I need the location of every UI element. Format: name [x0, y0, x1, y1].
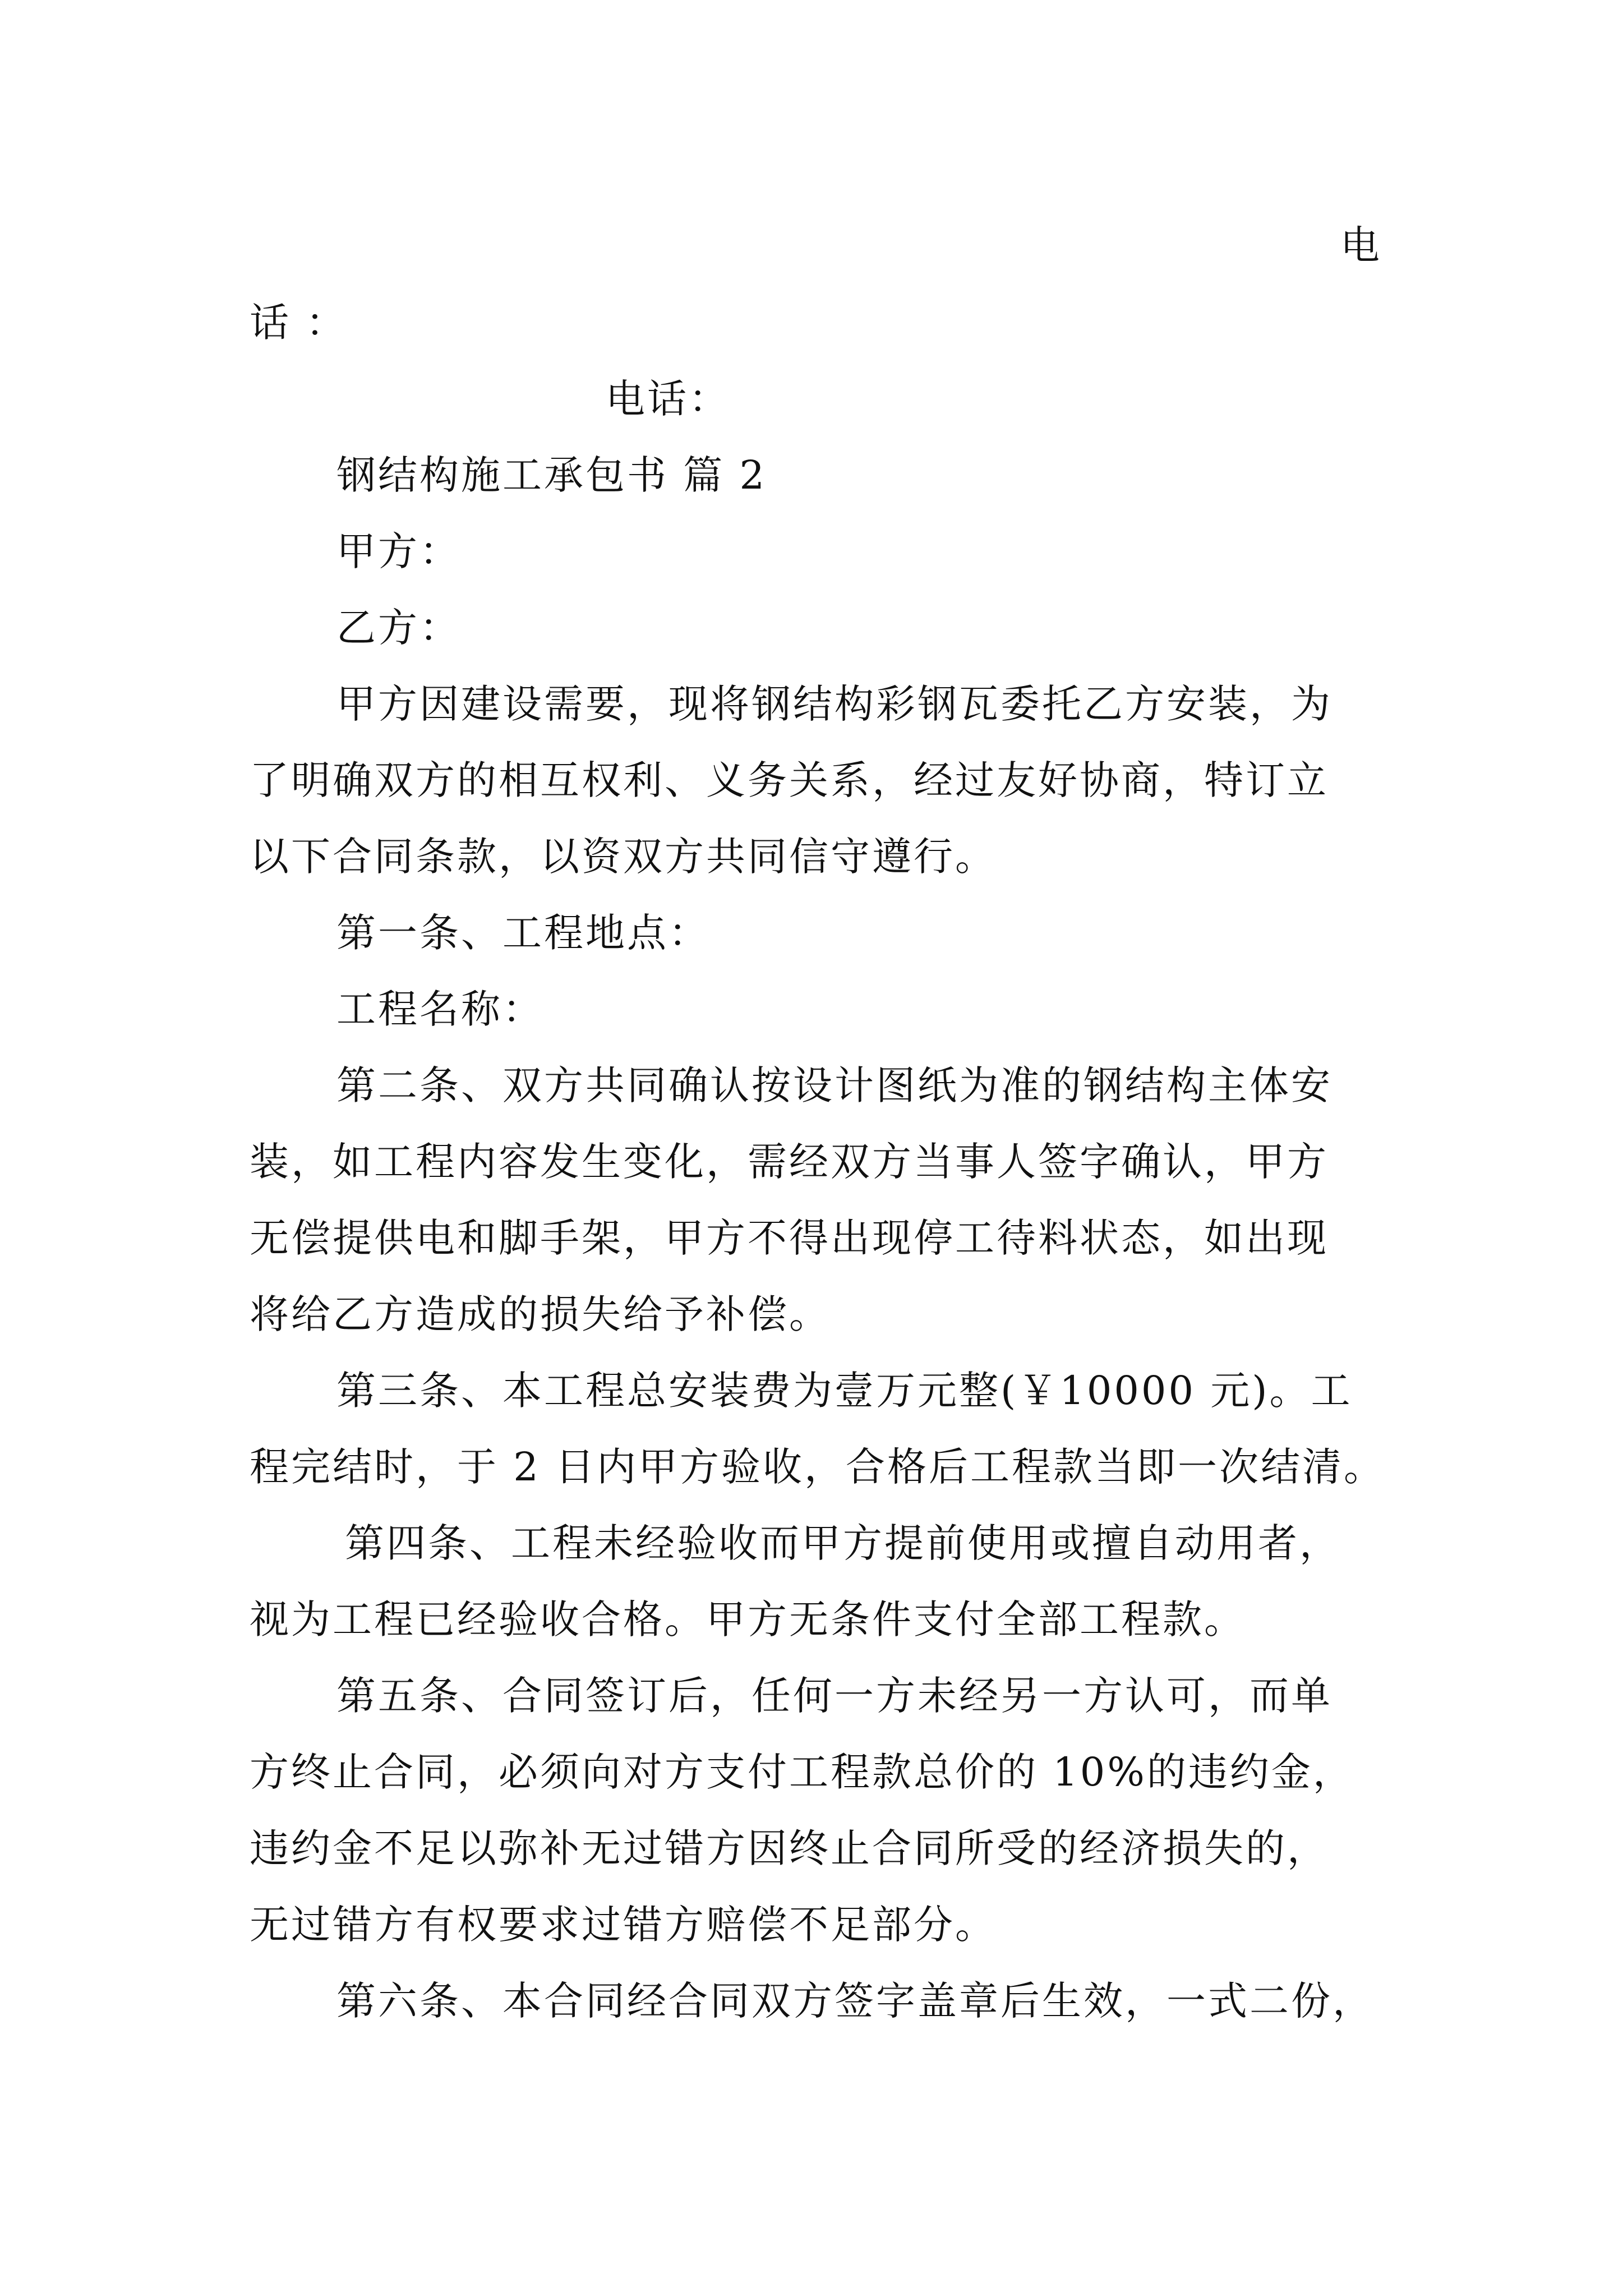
text-line: 甲方： [336, 528, 461, 574]
text-line: 违约金不足以弥补无过错方因终止合同所受的经济损失的， [250, 1825, 1329, 1871]
text-line: 了明确双方的相互权利、义务关系，经过友好协商，特订立 [250, 757, 1329, 803]
text-line: 工程名称： [336, 986, 544, 1032]
text-line: 第五条、合同签订后，任何一方未经另一方认可，而单 [336, 1673, 1332, 1719]
text-line: 第四条、工程未经验收而甲方提前使用或擅自动用者， [345, 1520, 1341, 1566]
text-line: 无偿提供电和脚手架，甲方不得出现停工待料状态，如出现 [250, 1215, 1329, 1261]
text-line: 钢结构施工承包书 篇 2 [336, 452, 767, 498]
text-line: 第一条、工程地点： [336, 910, 710, 956]
text-line: 甲方因建设需要，现将钢结构彩钢瓦委托乙方安装，为 [336, 681, 1332, 727]
text-line: 无过错方有权要求过错方赔偿不足部分。 [250, 1902, 997, 1948]
text-line: 第二条、双方共同确认按设计图纸为准的钢结构主体安 [336, 1062, 1332, 1108]
text-line: 乙方： [336, 605, 461, 651]
text-line: 电 [1340, 222, 1382, 268]
text-line: 将给乙方造成的损失给予补偿。 [250, 1291, 831, 1337]
text-line: 第六条、本合同经合同双方签字盖章后生效，一式二份， [336, 1978, 1374, 2024]
text-line: 以下合同条款，以资双方共同信守遵行。 [250, 834, 997, 880]
text-line: 第三条、本工程总安装费为壹万元整(￥10000 元)。工 [336, 1368, 1353, 1414]
text-line: 方终止合同，必须向对方支付工程款总价的 10%的违约金， [250, 1749, 1354, 1795]
text-line: 话 ： [250, 300, 348, 346]
text-line: 电话： [606, 376, 730, 422]
text-line: 装，如工程内容发生变化，需经双方当事人签字确认，甲方 [250, 1139, 1329, 1185]
text-line: 程完结时，于 2 日内甲方验收，合格后工程款当即一次结清。 [250, 1444, 1386, 1490]
text-line: 视为工程已经验收合格。甲方无条件支付全部工程款。 [250, 1596, 1246, 1642]
